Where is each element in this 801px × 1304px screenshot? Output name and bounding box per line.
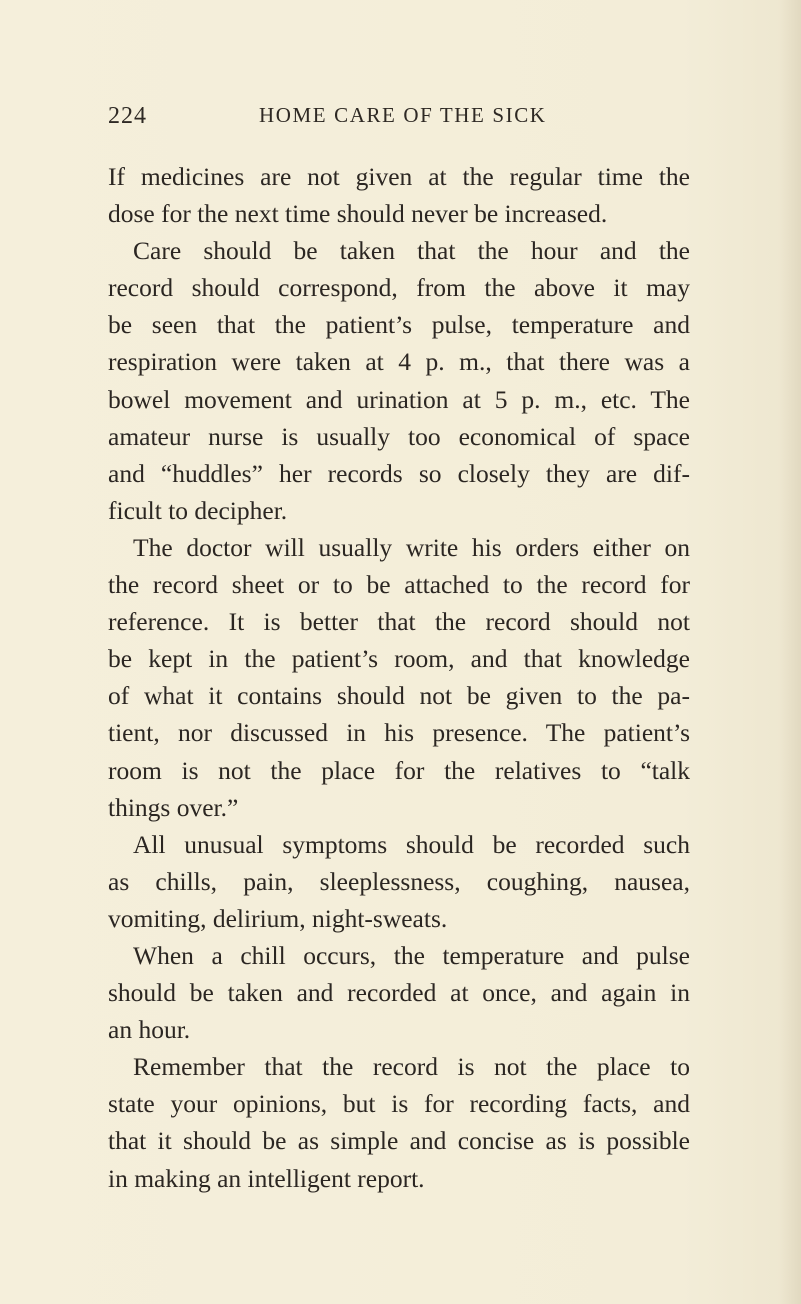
body-text: [108, 158, 690, 1197]
text-line: tient, nor discussed in his presence. The patient’s: [108, 718, 690, 748]
text-line: All unusual symptoms should be recorded such: [133, 829, 690, 859]
text-line: of what it contains should not be given to the pa-: [108, 681, 690, 711]
text-line: If medicines are not given at the regular time the: [108, 162, 690, 191]
text-line: When a chill occurs, the temperature and pulse: [133, 940, 690, 970]
text-line: dose for the next time should never be increased.: [108, 199, 608, 229]
text-line: should be taken and recorded at once, and again in: [108, 978, 690, 1008]
running-title: HOME CARE OF THE SICK: [259, 103, 547, 127]
text-line: record should correspond, from the above it may: [108, 273, 690, 303]
text-line: The doctor will usually write his orders either on: [133, 532, 690, 562]
text-line: state your opinions, but is for recording facts, and: [108, 1089, 690, 1119]
text-line: be kept in the patient’s room, and that knowledge: [108, 644, 690, 674]
text-line: that it should be as simple and concise as is possible: [108, 1126, 690, 1156]
text-line: bowel movement and urination at 5 p. m., etc. The: [108, 384, 690, 414]
text-line: Remember that the record is not the place to: [133, 1052, 690, 1082]
text-line: amateur nurse is usually too economical of space: [108, 421, 690, 451]
text-line: be seen that the patient’s pulse, temperature and: [108, 310, 690, 340]
text-line: reference. It is better that the record should not: [108, 607, 690, 637]
text-line: respiration were taken at 4 p. m., that there was a: [108, 347, 690, 377]
text-line: Care should be taken that the hour and the: [133, 236, 690, 266]
text-line: as chills, pain, sleeplessness, coughing, nausea,: [108, 866, 690, 896]
page-edge-shading: [779, 0, 801, 1304]
page-number: 224: [108, 103, 147, 129]
text-line: in making an intelligent report.: [108, 1163, 425, 1193]
text-line: things over.”: [108, 792, 239, 822]
text-line: an hour.: [108, 1015, 191, 1045]
text-line: room is not the place for the relatives to “talk: [108, 755, 690, 785]
text-line: vomiting, delirium, night-sweats.: [108, 903, 448, 933]
running-head: [0, 97, 801, 137]
text-line: and “huddles” her records so closely they are dif-: [108, 458, 690, 488]
text-line: ficult to decipher.: [108, 495, 288, 525]
text-line: the record sheet or to be attached to the record for: [108, 570, 690, 600]
